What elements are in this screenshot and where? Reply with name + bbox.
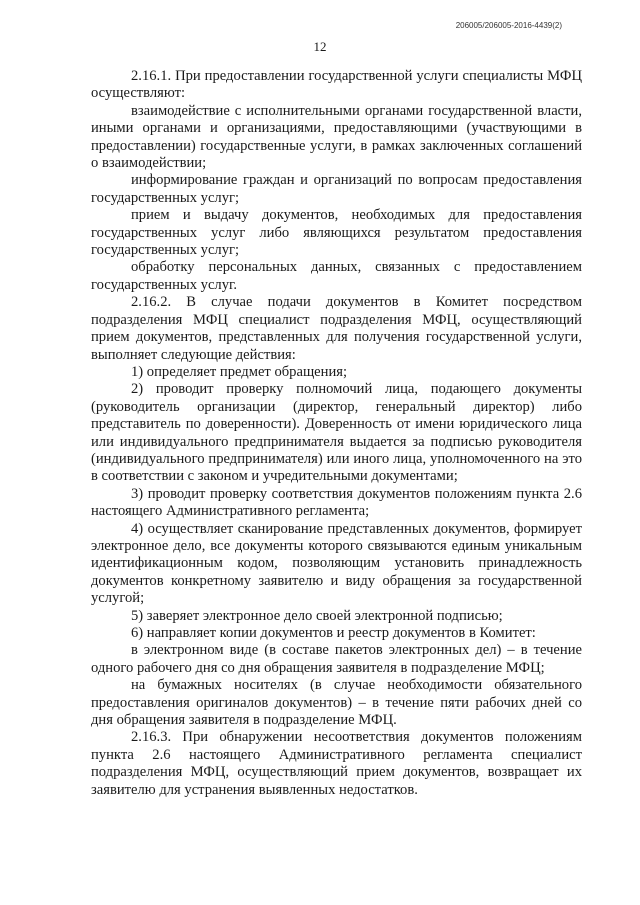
list-item-4: 4) осуществляет сканирование представленных документов, формирует электронное дело, все документы которого связываются единым уникальным идентификационным кодом, позволяющим установить принадлежность документов конкретному заявителю и виду обращения за государственной услугой; <box>91 520 582 607</box>
page-number: 12 <box>313 39 327 54</box>
paragraph-interaction: взаимодействие с исполнительными органами государственной власти, иными органами и организациями, предоставляющими (участвующими в предоставлении) государственные услуги, в рамках заключенных соглашений о взаимодействии; <box>91 102 582 172</box>
paragraph-2-16-1: 2.16.1. При предоставлении государственной услуги специалисты МФЦ осуществляют: <box>91 68 582 102</box>
paragraph-personal-data: обработку персональных данных, связанных с предоставлением государственных услуг. <box>91 259 582 293</box>
paragraph-electronic: в электронном виде (в составе пакетов электронных дел) – в течение одного рабочего дня со дня обращения заявителя в подразделение МФЦ; <box>91 642 582 676</box>
list-item-3: 3) проводит проверку соответствия документов положениям пункта 2.6 настоящего Административного регламента; <box>91 485 582 520</box>
list-item-1: 1) определяет предмет обращения; <box>131 363 348 380</box>
paragraph-2-16-2: 2.16.2. В случае подачи документов в Комитет посредством подразделения МФЦ специалист подразделения МФЦ, осуществляющий прием документов, представленных для получения государственной услуги, выполняет следующие действия: <box>91 294 582 363</box>
list-item-6: 6) направляет копии документов и реестр документов в Комитет: <box>131 625 536 641</box>
document-body <box>91 68 582 799</box>
paragraph-reception: прием и выдачу документов, необходимых для предоставления государственных услуг либо являющихся результатом предоставления государственных услуг; <box>91 207 582 259</box>
paragraph-informing: информирование граждан и организаций по вопросам предоставления государственных услуг; <box>91 172 582 206</box>
list-item-5: 5) заверяет электронное дело своей электронной подписью; <box>131 607 503 624</box>
document-code: 206005/206005-2016-4439(2) <box>455 21 562 30</box>
list-item-2: 2) проводит проверку полномочий лица, подающего документы (руководитель организации (директор, генеральный директор) либо представитель по доверенности). Доверенность от имени юридического лица или индивидуального предпринимателя выдается за подписью руководителя (индивидуального предпринимателя) или иного лица, уполномоченного на это в соответствии с законом и учредительными документами; <box>91 381 582 485</box>
paragraph-paper: на бумажных носителях (в случае необходимости обязательного предоставления оригиналов документов) – в течение пяти рабочих дней со дня обращения заявителя в подразделение МФЦ. <box>91 677 582 729</box>
paragraph-2-16-3: 2.16.3. При обнаружении несоответствия документов положениям пункта 2.6 настоящего Административного регламента специалист подразделения МФЦ, осуществляющий прием документов, возвращает их заявителю для устранения выявленных недостатков. <box>91 729 582 798</box>
